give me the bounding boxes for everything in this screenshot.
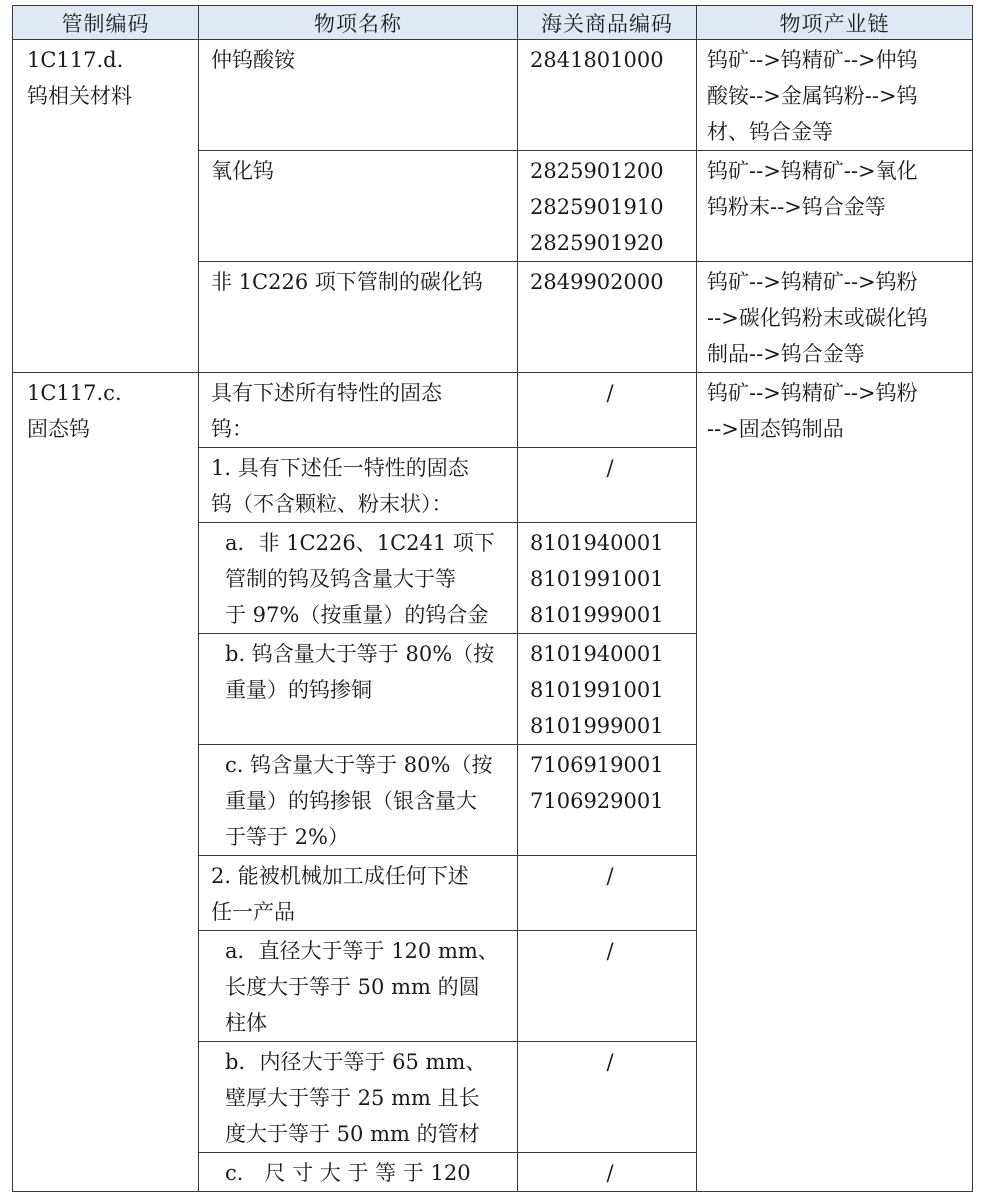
- hs-code-cell: 8101940001 8101991001 8101999001: [518, 523, 697, 634]
- hs-code-cell: /: [518, 373, 697, 448]
- item-name-cell: a．直径大于等于 120 mm、 长度大于等于 50 mm 的圆 柱体: [199, 931, 518, 1042]
- table-row: [13, 373, 973, 448]
- item-name-cell: 2. 能被机械加工成任何下述 任一产品: [199, 856, 518, 931]
- hs-code-cell: 2841801000: [518, 40, 697, 151]
- control-code-cell: 1C117.c. 固态钨: [13, 373, 199, 1192]
- industry-chain-cell: 钨矿-->钨精矿-->钨粉 -->碳化钨粉末或碳化钨 制品-->钨合金等: [697, 262, 973, 373]
- hs-code-cell: /: [518, 1042, 697, 1153]
- hs-code-cell: /: [518, 1153, 697, 1192]
- control-code-cell: 1C117.d. 钨相关材料: [13, 40, 199, 373]
- item-name-cell: c． 尺 寸 大 于 等 于 120: [199, 1153, 518, 1192]
- hs-code-cell: 2849902000: [518, 262, 697, 373]
- hs-code-cell: /: [518, 856, 697, 931]
- industry-chain-cell: 钨矿-->钨精矿-->仲钨 酸铵-->金属钨粉-->钨 材、钨合金等: [697, 40, 973, 151]
- header-control-code: 管制编码: [13, 6, 199, 40]
- item-name-cell: 1. 具有下述任一特性的固态 钨（不含颗粒、粉末状）：: [199, 448, 518, 523]
- industry-chain-cell: 钨矿-->钨精矿-->钨粉 -->固态钨制品: [697, 373, 973, 1192]
- item-name-cell: b．内径大于等于 65 mm、 壁厚大于等于 25 mm 且长 度大于等于 50 mm 的管材: [199, 1042, 518, 1153]
- item-name-cell: 仲钨酸铵: [199, 40, 518, 151]
- hs-code-cell: 8101940001 8101991001 8101999001: [518, 634, 697, 745]
- item-name-cell: 氧化钨: [199, 151, 518, 262]
- header-hs-code: 海关商品编码: [518, 6, 697, 40]
- hs-code-cell: /: [518, 448, 697, 523]
- item-name-cell: c. 钨含量大于等于 80%（按 重量）的钨掺银（银含量大 于等于 2%）: [199, 745, 518, 856]
- item-name-cell: 具有下述所有特性的固态 钨：: [199, 373, 518, 448]
- hs-code-cell: 7106919001 7106929001: [518, 745, 697, 856]
- item-name-cell: 非 1C226 项下管制的碳化钨: [199, 262, 518, 373]
- hs-code-cell: 2825901200 2825901910 2825901920: [518, 151, 697, 262]
- tungsten-control-table: [12, 5, 973, 1192]
- header-item-name: 物项名称: [199, 6, 518, 40]
- header-industry-chain: 物项产业链: [697, 6, 973, 40]
- table-row: [13, 40, 973, 151]
- table-header-row: [13, 6, 973, 40]
- item-name-cell: a．非 1C226、1C241 项下 管制的钨及钨含量大于等 于 97%（按重量）的钨合金: [199, 523, 518, 634]
- item-name-cell: b. 钨含量大于等于 80%（按 重量）的钨掺铜: [199, 634, 518, 745]
- hs-code-cell: /: [518, 931, 697, 1042]
- industry-chain-cell: 钨矿-->钨精矿-->氧化 钨粉末-->钨合金等: [697, 151, 973, 262]
